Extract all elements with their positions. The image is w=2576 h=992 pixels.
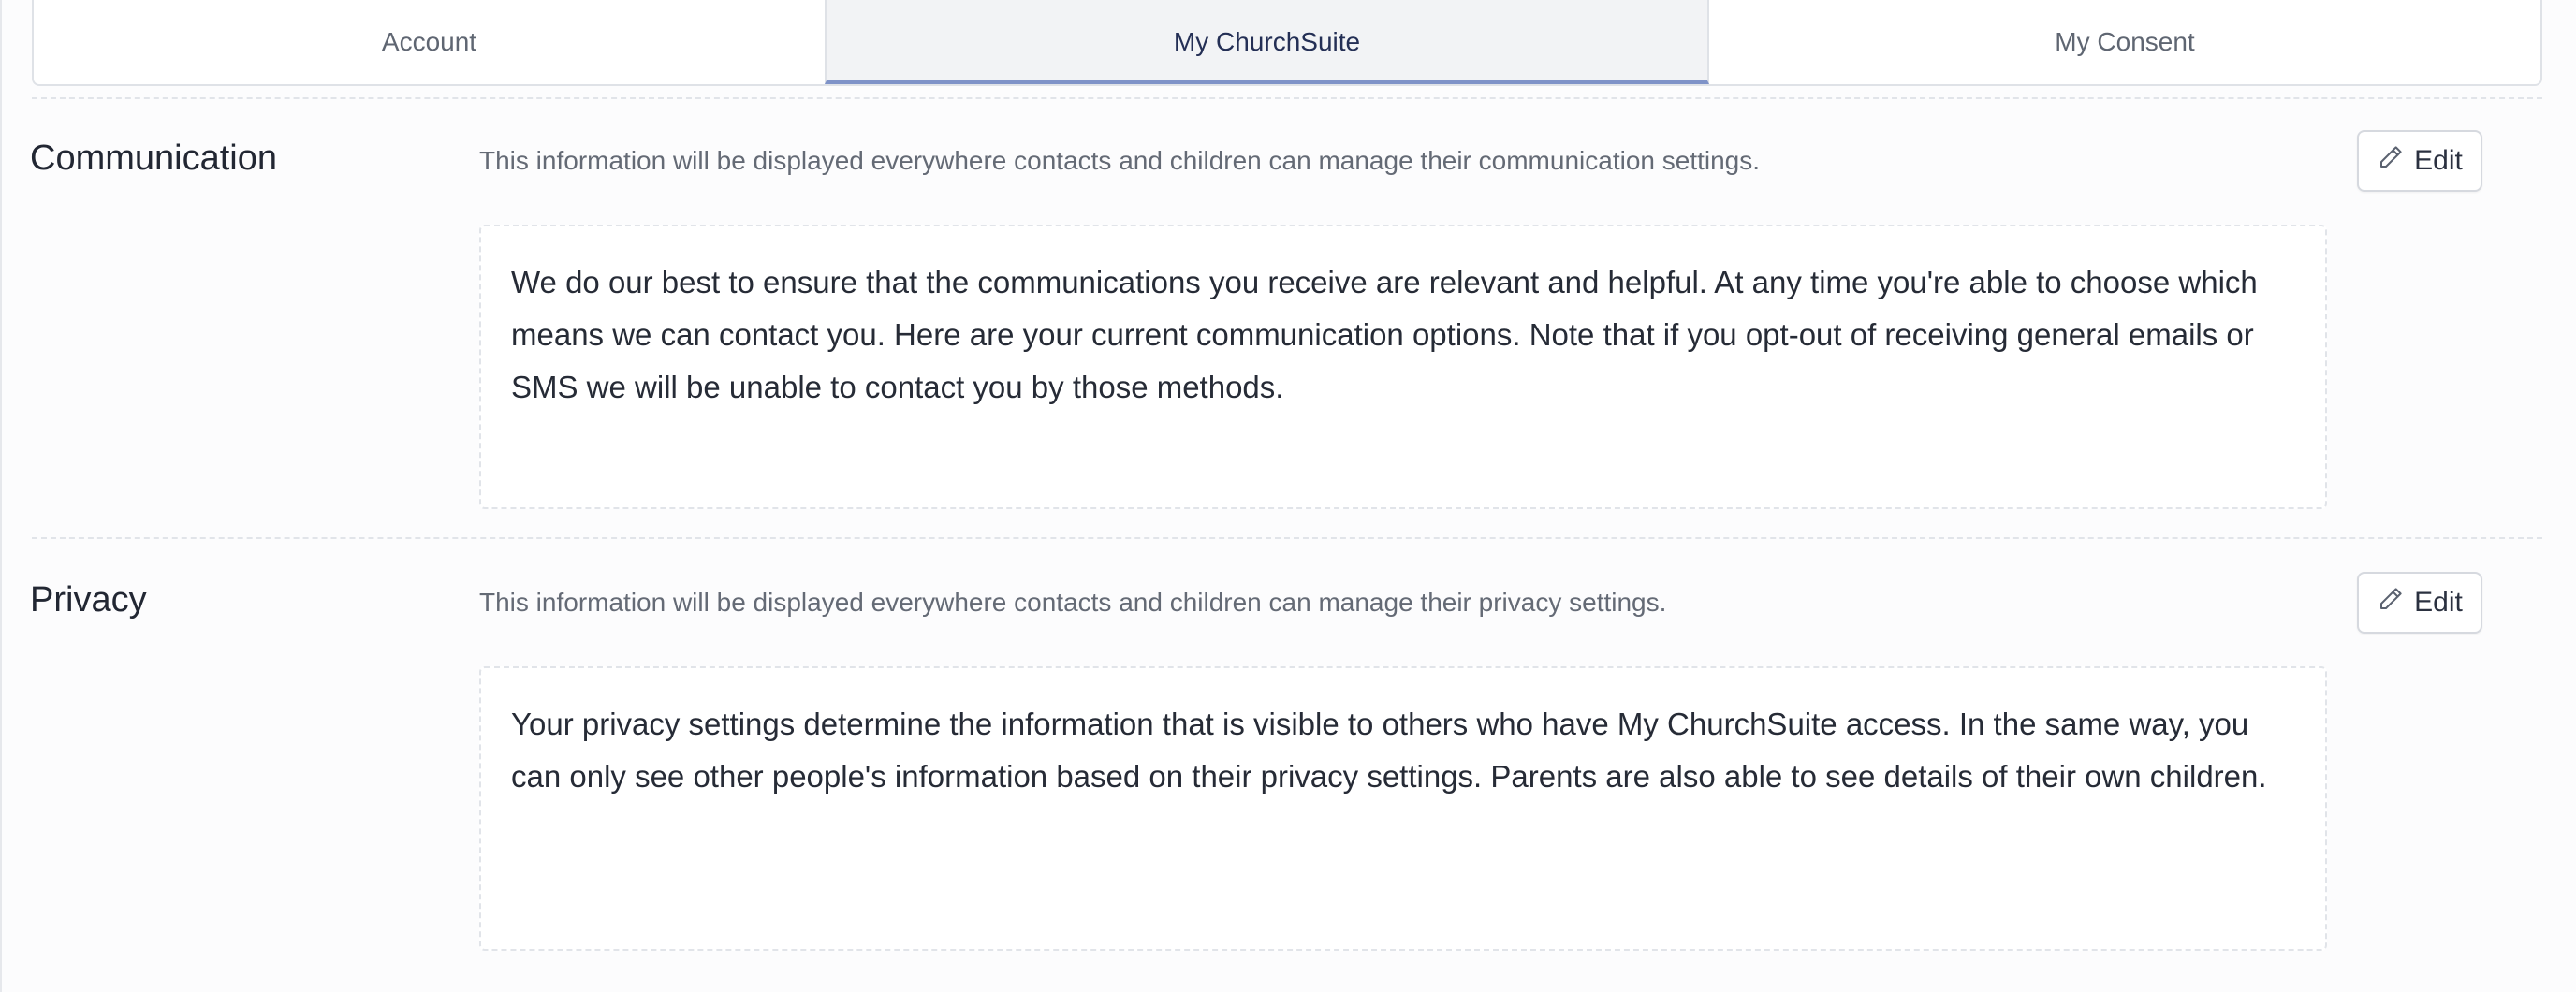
- edit-privacy-button[interactable]: [2357, 572, 2482, 634]
- section-title: Privacy: [30, 580, 147, 620]
- section-divider: [32, 97, 2542, 99]
- tab-account[interactable]: Account: [381, 27, 477, 56]
- section-title: Communication: [30, 139, 277, 178]
- pencil-icon: [2377, 585, 2405, 620]
- tab-my-consent[interactable]: My Consent: [2055, 27, 2195, 56]
- edit-communication-button[interactable]: [2357, 130, 2482, 192]
- page-border: [0, 0, 2, 992]
- tab-my-churchsuite[interactable]: My ChurchSuite: [825, 0, 1709, 84]
- tab-bar: [32, 0, 2542, 86]
- pencil-icon: [2377, 143, 2405, 179]
- communication-info-box: We do our best to ensure that the communications you receive are relevant and helpful. At any time you're able to choose which means we can contact you. Here are your current communication options. Note that if you opt-out of receiving general emails or SMS we will be unable to contact you by those methods.: [479, 225, 2327, 509]
- section-divider: [32, 537, 2542, 539]
- section-description: This information will be displayed everywhere contacts and children can manage their communication settings.: [479, 146, 1761, 175]
- section-description: This information will be displayed everywhere contacts and children can manage their privacy settings.: [479, 588, 1667, 617]
- edit-button-label: Edit: [2414, 587, 2463, 618]
- privacy-info-box: Your privacy settings determine the information that is visible to others who have My ChurchSuite access. In the same way, you can only see other people's information based on their privacy settings. Parents are also able to see details of their own children.: [479, 666, 2327, 951]
- edit-button-label: Edit: [2414, 145, 2463, 176]
